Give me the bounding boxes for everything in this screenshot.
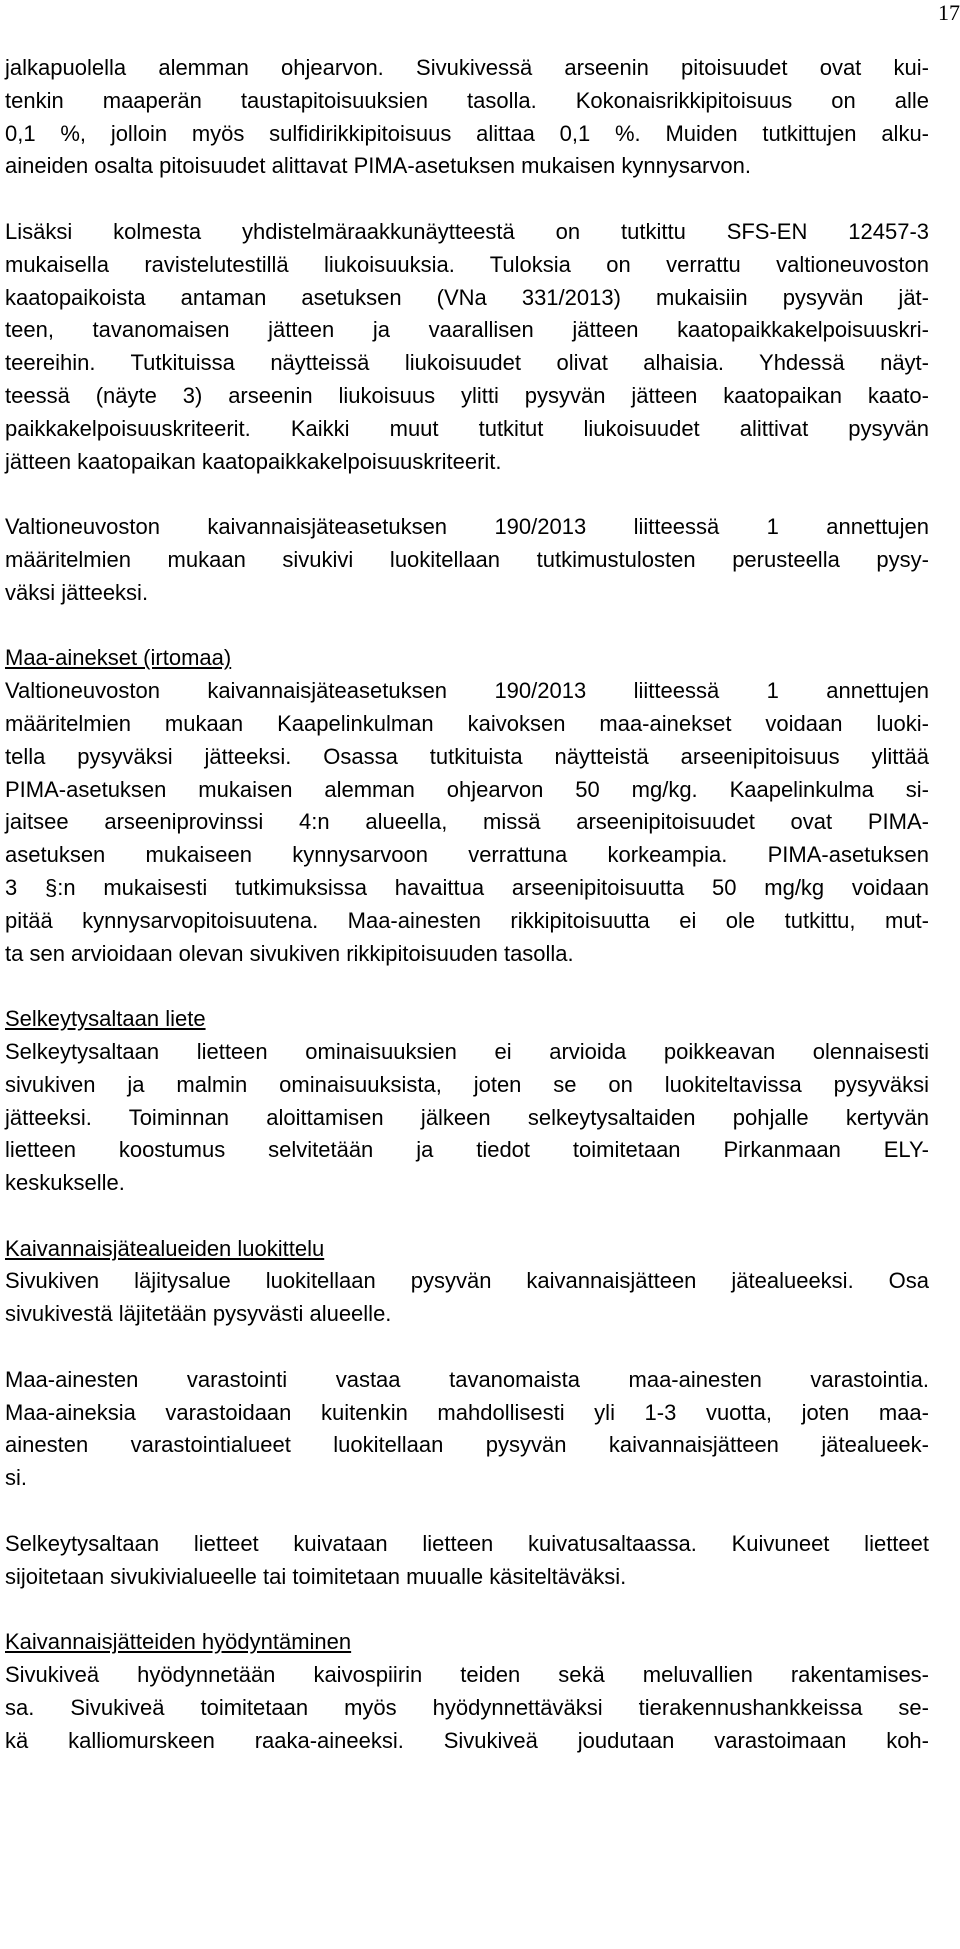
- text-line: tenkin maaperän taustapitoisuuksien tasolla. Kokonaisrikkipitoisuus on alle: [5, 87, 929, 113]
- text-line: Selkeytysaltaan lietteet kuivataan lietteen kuivatusaltaassa. Kuivuneet lietteet: [5, 1530, 929, 1556]
- text-line: jätteeksi. Toiminnan aloittamisen jälkeen selkeytysaltaiden pohjalle kertyvän: [5, 1104, 929, 1130]
- text-line: sivukivestä läjitetään pysyvästi alueelle.: [5, 1301, 392, 1327]
- text-line: 0,1 %, jolloin myös sulfidirikkipitoisuus alittaa 0,1 %. Muiden tutkittujen alku-: [5, 120, 929, 146]
- text-line: Selkeytysaltaan lietteen ominaisuuksien ei arvioida poikkeavan olennaisesti: [5, 1038, 929, 1064]
- paragraph: [5, 1528, 929, 1594]
- text-line: sivukiven ja malmin ominaisuuksista, joten se on luokiteltavissa pysyväksi: [5, 1071, 929, 1097]
- text-line: mukaisella ravistelutestillä liukoisuuksia. Tuloksia on verrattu valtioneuvoston: [5, 251, 929, 277]
- text-line: ainesten varastointialueet luokitellaan pysyvän kaivannaisjätteen jätealueek-: [5, 1432, 929, 1458]
- text-line: jätteen kaatopaikan kaatopaikkakelpoisuuskriteerit.: [5, 448, 502, 474]
- text-line: Sivukiven läjitysalue luokitellaan pysyvän kaivannaisjätteen jätealueeksi. Osa: [5, 1268, 929, 1294]
- text-line: kä kalliomurskeen raaka-aineeksi. Sivukiveä joudutaan varastoimaan koh-: [5, 1727, 929, 1753]
- document-body: [5, 52, 929, 1757]
- text-line: ta sen arvioidaan olevan sivukiven rikkipitoisuuden tasolla.: [5, 940, 574, 966]
- text-line: tella pysyväksi jätteeksi. Osassa tutkituista näytteistä arseenipitoisuus ylittää: [5, 743, 929, 769]
- text-line: Sivukiveä hyödynnetään kaivospiirin teiden sekä meluvallien rakentamises-: [5, 1662, 929, 1688]
- paragraph: [5, 511, 929, 609]
- paragraph: [5, 1003, 929, 1200]
- paragraph: [5, 642, 929, 970]
- paragraph: [5, 52, 929, 183]
- text-line: määritelmien mukaan Kaapelinkulman kaivoksen maa-ainekset voidaan luoki-: [5, 710, 929, 736]
- text-line: väksi jätteeksi.: [5, 579, 149, 605]
- text-line: si.: [5, 1465, 27, 1491]
- page-number: 17: [938, 0, 960, 25]
- section-heading: Selkeytysaltaan liete: [5, 1006, 206, 1032]
- text-line: pitää kynnysarvopitoisuutena. Maa-ainesten rikkipitoisuutta ei ole tutkittu, mut-: [5, 907, 929, 933]
- paragraph: [5, 216, 929, 478]
- text-line: PIMA-asetuksen mukaisen alemman ohjearvon 50 mg/kg. Kaapelinkulma si-: [5, 776, 929, 802]
- text-line: Maa-aineksia varastoidaan kuitenkin mahdollisesti yli 1-3 vuotta, joten maa-: [5, 1399, 929, 1425]
- text-line: jaitsee arseeniprovinssi 4:n alueella, missä arseenipitoisuudet ovat PIMA-: [5, 809, 929, 835]
- section-heading: Maa-ainekset (irtomaa): [5, 645, 232, 671]
- text-line: Maa-ainesten varastointi vastaa tavanomaista maa-ainesten varastointia.: [5, 1366, 929, 1392]
- text-line: Valtioneuvoston kaivannaisjäteasetuksen 190/2013 liitteessä 1 annettujen: [5, 514, 929, 540]
- section-heading: Kaivannaisjätteiden hyödyntäminen: [5, 1629, 352, 1655]
- text-line: 3 §:n mukaisesti tutkimuksissa havaittua arseenipitoisuutta 50 mg/kg voidaan: [5, 874, 929, 900]
- text-line: sa. Sivukiveä toimitetaan myös hyödynnettäväksi tierakennushankkeissa se-: [5, 1694, 929, 1720]
- text-line: teessä (näyte 3) arseenin liukoisuus ylitti pysyvän jätteen kaatopaikan kaato-: [5, 382, 929, 408]
- text-line: teereihin. Tutkituissa näytteissä liukoisuudet olivat alhaisia. Yhdessä näyt-: [5, 350, 929, 376]
- text-line: Lisäksi kolmesta yhdistelmäraakkunäytteestä on tutkittu SFS-EN 12457-3: [5, 218, 929, 244]
- paragraph: [5, 1364, 929, 1495]
- text-line: asetuksen mukaiseen kynnysarvoon verrattuna korkeampia. PIMA-asetuksen: [5, 842, 929, 868]
- text-line: keskukselle.: [5, 1170, 125, 1196]
- text-line: Valtioneuvoston kaivannaisjäteasetuksen 190/2013 liitteessä 1 annettujen: [5, 678, 929, 704]
- text-line: jalkapuolella alemman ohjearvon. Sivukivessä arseenin pitoisuudet ovat kui-: [5, 55, 929, 80]
- paragraph: [5, 1626, 929, 1757]
- text-line: paikkakelpoisuuskriteerit. Kaikki muut tutkitut liukoisuudet alittivat pysyvän: [5, 415, 929, 441]
- text-line: lietteen koostumus selvitetään ja tiedot toimitetaan Pirkanmaan ELY-: [5, 1137, 929, 1163]
- text-line: sijoitetaan sivukivialueelle tai toimitetaan muualle käsiteltäväksi.: [5, 1563, 627, 1589]
- text-line: kaatopaikoista antaman asetuksen (VNa 331/2013) mukaisiin pysyvän jät-: [5, 284, 929, 310]
- text-line: määritelmien mukaan sivukivi luokitellaan tutkimustulosten perusteella pysy-: [5, 546, 929, 572]
- text-line: aineiden osalta pitoisuudet alittavat PIMA-asetuksen mukaisen kynnysarvon.: [5, 153, 751, 179]
- section-heading: Kaivannaisjätealueiden luokittelu: [5, 1235, 325, 1261]
- paragraph: [5, 1233, 929, 1331]
- text-line: teen, tavanomaisen jätteen ja vaarallisen jätteen kaatopaikkakelpoisuuskri-: [5, 317, 929, 343]
